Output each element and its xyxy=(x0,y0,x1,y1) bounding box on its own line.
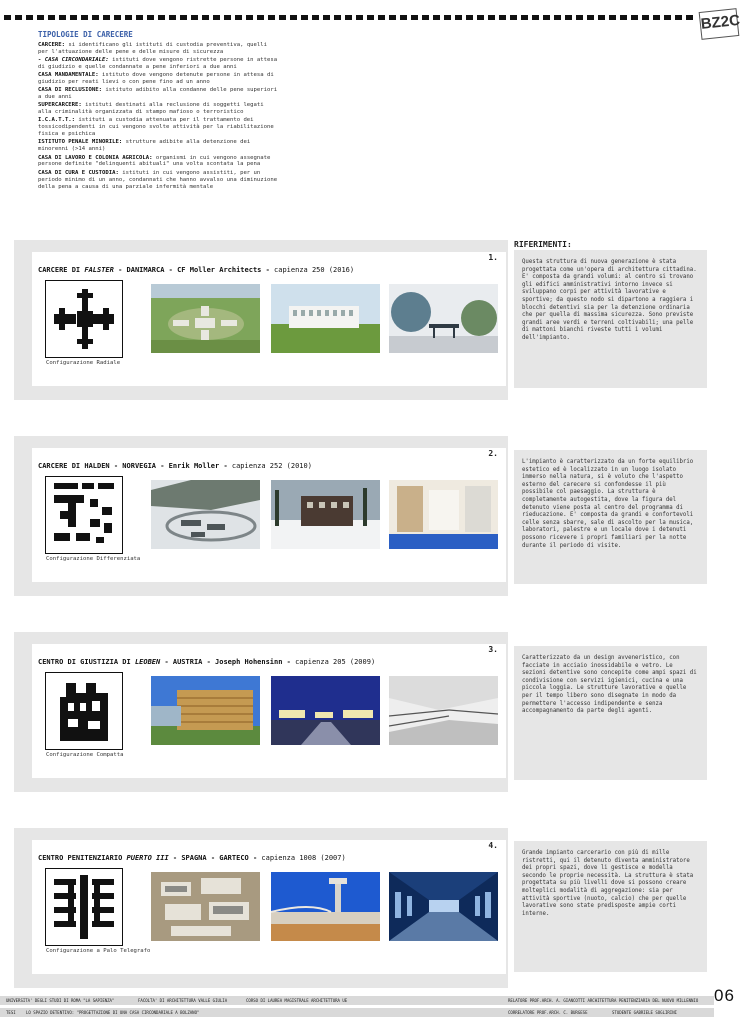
corridor-photo xyxy=(389,676,498,745)
intro-term: I.C.A.T.T.: xyxy=(38,117,76,124)
intro-term: CASA DI CURA E CUSTODIA: xyxy=(38,169,119,176)
intro-text: istituti in cui vengono assistiti, per un periodo minimo di un anno, condannati che hanno avvalso una diminuzione della pena a causa di una parziale infermità mentale xyxy=(38,169,278,190)
project-card-halden xyxy=(14,436,508,596)
project-description: Grande impianto carcerario con più di mille ristretti, qui il detenuto diventa amministratore dei propri spazi, dove li gestisce e modella secondo le proprie necessità. La struttura è stata progettata su più livelli dove si possono creare molteplici modalità di aggregazione: sia per attività sportive (nuoto, calcio) che per quelle lavorative sono state predisposte ampie corti interne. xyxy=(514,841,707,972)
project-title: CARCERE DI FALSTER - DANIMARCA - CF Moller Architects - capienza 250 (2016) xyxy=(38,266,355,274)
footer-faculty: FACOLTA' DI ARCHITETTURA VALLE GIULIA xyxy=(138,998,228,1003)
intro-item xyxy=(38,57,278,71)
intro-item xyxy=(38,117,278,138)
logo: BZ2C xyxy=(699,8,740,40)
intro-text: si identificano gli istituti di custodia preventiva, quelli per l'attuazione delle pene e delle misure di sicurezza xyxy=(38,41,268,55)
references-label: RIFERIMENTI: xyxy=(514,240,572,249)
project-number: 3. xyxy=(488,645,498,654)
project-card-falster xyxy=(14,240,508,400)
intro-item xyxy=(38,72,278,86)
cell-interior-photo xyxy=(389,480,498,549)
intro-text: istituti a custodia attenuata per il trattamento dei tossicodipendenti in cui vengono svolte attività per la riabilitazione fisica e psichica xyxy=(38,117,274,138)
project-title: CARCERE DI HALDEN - NORVEGIA - Enrik Moller - capienza 252 (2010) xyxy=(38,462,312,470)
intro-term: ISTITUTO PENALE MINORILE: xyxy=(38,139,123,146)
intro-text: strutture adibite alla detenzione dei minorenni (>14 anni) xyxy=(38,139,251,153)
footer-student: STUDENTE GABRIELE SOGLIRINI xyxy=(612,1010,678,1015)
project-title: CENTRO PENITENZIARIO PUERTO III - SPAGNA - GARTECO - capienza 1008 (2007) xyxy=(38,854,346,862)
footer-row-2 xyxy=(0,1008,714,1017)
project-panel xyxy=(32,840,506,974)
intro-item xyxy=(38,155,278,169)
intro-section xyxy=(38,32,278,192)
aerial-complex-photo xyxy=(151,872,260,941)
project-panel xyxy=(32,448,506,582)
exterior-photo xyxy=(271,284,380,353)
differentiated-plan-diagram xyxy=(45,476,123,554)
intro-term: CASA DI LAVORO E COLONIA AGRICOLA: xyxy=(38,154,153,161)
intro-term: CASA DI RECLUSIONE: xyxy=(38,87,102,94)
page-number: 06 xyxy=(714,986,735,1005)
project-panel xyxy=(32,252,506,386)
telegraph-pole-plan-diagram xyxy=(45,868,123,946)
intro-text: istituti destinati alla reclusione di soggetti legati alla criminalità organizzata di stampo mafioso o terroristico xyxy=(38,102,264,116)
project-panel xyxy=(32,644,506,778)
project-number: 2. xyxy=(488,449,498,458)
entrance-tower-photo xyxy=(271,872,380,941)
intro-term: - CASA CIRCONDARIALE: xyxy=(38,57,109,64)
facade-photo xyxy=(151,676,260,745)
project-description: L'impianto è caratterizzato da un forte equilibrio estetico ed è localizzato in un luogo isolato immerso nella natura, si è voluto che l'aspetto esterno del carecere si confondesse il più possibile col paesaggio. La struttura è completamente autogestita, dove la figura del detenuto viene posta al centro del programma di rieducazione. E' composta da grandi e confortevoli celle senza sbarre, sale di ascolto per la musica, laboratori, palestre e un locale dove i detenuti possono ricevere i propri familiari per la notte durante il periodo di visite. xyxy=(514,450,707,584)
top-dashed-rule xyxy=(4,15,694,20)
intro-text: organismi in cui vengono assegnate persone definite "delinquenti abituali" una volta scontata la pena xyxy=(38,154,271,168)
compact-plan-diagram xyxy=(45,672,123,750)
intro-term: CASA MANDAMENTALE: xyxy=(38,72,99,79)
intro-item xyxy=(38,102,278,116)
intro-text: istituti dove vengono ristrette persone in attesa di giudizio e quelle condannate a pene inferiori a due anni xyxy=(38,57,278,70)
intro-item xyxy=(38,42,278,56)
footer-thesis-label: TESI xyxy=(6,1010,16,1015)
radial-plan-diagram xyxy=(45,280,123,358)
intro-item xyxy=(38,170,278,191)
intro-title: TIPOLOGIE DI CARECERE xyxy=(38,30,133,39)
footer-course: CORSO DI LAUREA MAGISTRALE ARCHITETTURA UE xyxy=(246,998,348,1003)
project-description: Questa struttura di nuova generazione è stata progettata come un'opera di architettura cittadina. E' composta da grandi volumi: al centro si trovano gli edifici amministrativi intorno invece si sviluppano corpi per attività lavorative e sportive; da questo nodo si dipartono a raggiera i blocchi detentivi sia per la detenzione ordinaria che per quella di massima sicurezza. Sono previste grandi aree verdi e terreni coltivabili; una pelle di mattoni bianchi riveste tutti i volumi dell'impianto. xyxy=(514,250,707,388)
building-snow-photo xyxy=(271,480,380,549)
project-number: 1. xyxy=(488,253,498,262)
project-card-puerto xyxy=(14,828,508,988)
project-description: Caratterizzato da un design avveneristico, con facciate in acciaio inossidabile e vetro. Le sezioni detentive sono concepite come ampi spazi di condivisione con servizi igienici, cucina e una piccola loggia. Le strutture lavorative e quelle per il tempo libero sono disegnate in modo da permettere l'accesso indipendente e senza accompagnamento da parte degli agenti. xyxy=(514,646,707,780)
config-label: Configurazione Differenziata xyxy=(46,556,141,562)
intro-text: istituto adibito alla condanne delle pene superiori a due anni xyxy=(38,87,278,101)
footer-university: UNIVERSITA' DEGLI STUDI DI ROMA "LA SAPIENZA" xyxy=(6,998,115,1003)
intro-text: istituto dove vengono detenute persone in attesa di giudizio per reati lievi o con pene fino ad un anno xyxy=(38,72,274,86)
interior-photo xyxy=(389,284,498,353)
blue-corridor-photo xyxy=(389,872,498,941)
night-exterior-photo xyxy=(271,676,380,745)
aerial-snow-photo xyxy=(151,480,260,549)
project-card-leoben xyxy=(14,632,508,792)
intro-term: SUPERCARCERE: xyxy=(38,102,82,109)
footer-thesis-title: LO SPAZIO DETENTIVO: "PROGETTAZIONE DI UNA CASA CIRCONDARIALE A BOLZANO" xyxy=(26,1010,200,1015)
footer-row-1 xyxy=(0,996,714,1005)
footer-cosupervisor: CORRELATORE PROF.ARCH. C. BURGESE xyxy=(508,1010,588,1015)
project-number: 4. xyxy=(488,841,498,850)
project-title: CENTRO DI GIUSTIZIA DI LEOBEN - AUSTRIA - Joseph Hohensinn - capienza 205 (2009) xyxy=(38,658,376,666)
config-label: Configurazione Radiale xyxy=(46,360,121,366)
intro-item xyxy=(38,139,278,153)
config-label: Configurazione Compatta xyxy=(46,752,124,758)
intro-item xyxy=(38,87,278,101)
intro-term: CARCERE: xyxy=(38,41,65,48)
config-label: Configurazione a Palo Telegrafo xyxy=(46,948,151,954)
footer-supervisor: RELATORE PROF.ARCH. A. GIANCOTTI ARCHITETTURA PENITENZIARIA DEL NUOVO MILLENNIO xyxy=(508,998,699,1003)
aerial-photo xyxy=(151,284,260,353)
